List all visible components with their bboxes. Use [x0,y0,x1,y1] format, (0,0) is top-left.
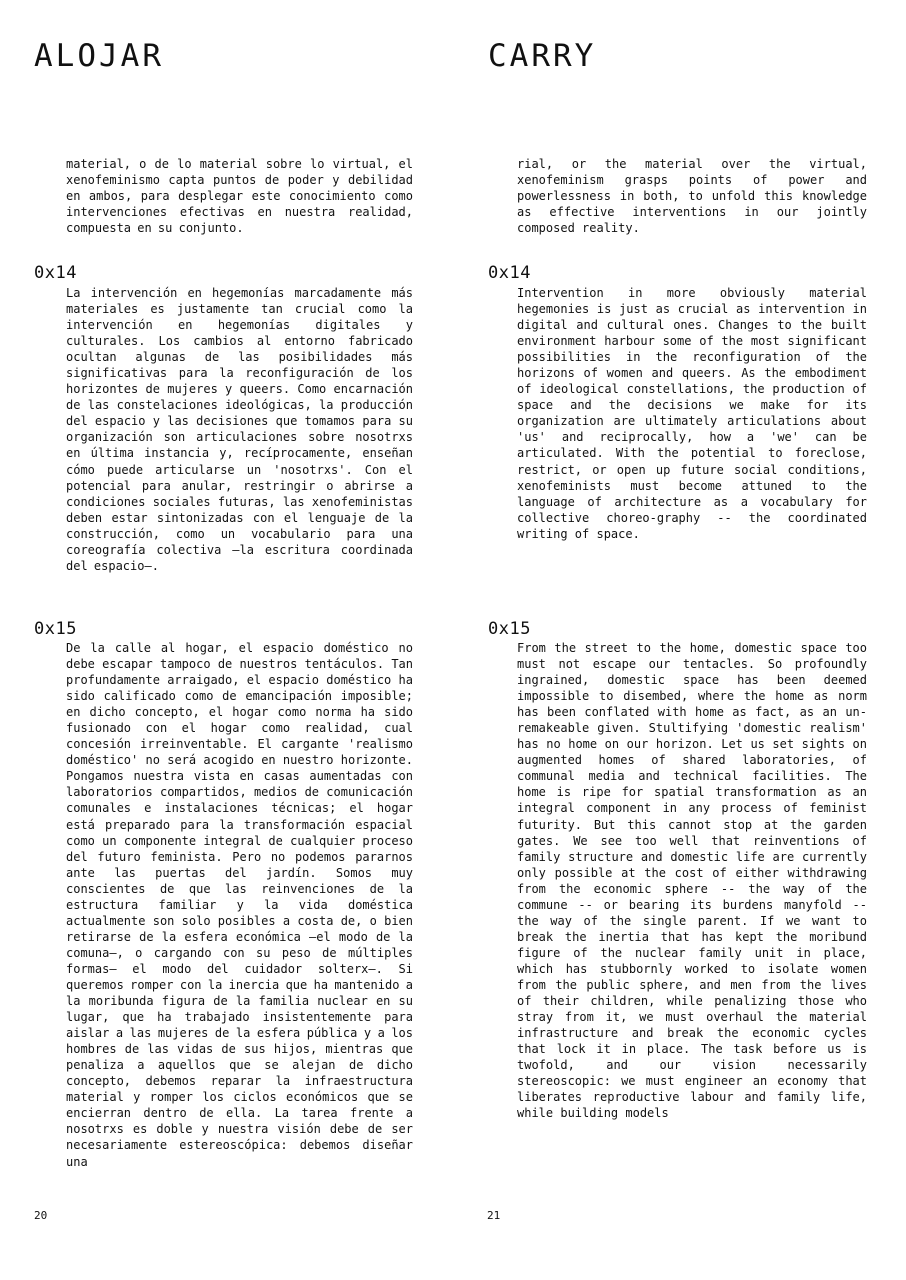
section-text: De la calle al hogar, el espacio doméstico no debe escapar tampoco de nuestros tentáculos. Tan profundamente arraigado, el espacio doméstico ha sido calificado como de emancipación imposible; en dicho concepto, el hogar como norma ha sido fusionado con el hogar como realidad, cual concesión irreinventable. El cargante 'realismo doméstico' no será acogido en nuestro horizonte. Pongamos nuestra vista en casas aumentadas con laboratorios compartidos, medios de comunicación comunales e instalaciones técnicas; el hogar está preparado para la transformación espacial como un componente integral de cualquier proceso del futuro feminista. Pero no podemos pararnos ante las puertas del jardín. Somos muy conscientes de que las reinvenciones de la estructura familiar y la vida doméstica actualmente son solo posibles a costa de, o bien retirarse de la esfera económica —el modo de la comuna—, o cargando con su peso de múltiples formas— el modo del cuidador solterx—. Si queremos romper con la inercia que ha mantenido a la moribunda figura de la familia nuclear en su lugar, que ha trabajado insistentemente para aislar a las mujeres de la esfera pública y a los hombres de las vidas de sus hijos, mientras que penaliza a aquellos que se alejan de dicho concepto, debemos reparar la infraestructura material y romper los ciclos económicos que se encierran dentro de ella. La tarea frente a nosotrxs es doble y nuestra visión debe de ser necesariamente estereoscópica: debemos diseñar una [66,641,413,1169]
section-text: Intervention in more obviously material hegemonies is just as crucial as intervention in digital and cultural ones. Changes to the built environment harbour some of the most significant possibilities in the reconfiguration of the horizons of women and queers. As the embodiment of ideological constellations, the production of space and the decisions we make for its organization are ultimately articulations about 'us' and reciprocally, how a 'we' can be articulated. With the potential to foreclose, restrict, or open up future social conditions, xenofeminists must become attuned to the language of architecture as a vocabulary for collective choreo-graphy -- the coordinated writing of space. [517,286,867,541]
section-number: 0x14 [34,263,77,283]
page-number: 20 [34,1209,48,1222]
intro-paragraph: rial, or the material over the virtual, xenofeminism grasps points of power and powerlessness in both, to unfold this knowledge as effective interventions in our jointly composed reality. [517,157,867,236]
section-number: 0x15 [34,619,77,639]
section-text: From the street to the home, domestic space too must not escape our tentacles. So profoundly ingrained, domestic space has been deemed impossible to disembed, where the home as norm has been conflated with home as fact, as an un-remakeable given. Stultifying 'domestic realism' has no home on our horizon. Let us set sights on augmented homes of shared laboratories, of communal media and technical facilities. The home is ripe for spatial transformation as an integral component in any process of feminist futurity. But this cannot stop at the garden gates. We see too well that reinventions of family structure and domestic life are currently only possible at the cost of either withdrawing from the economic sphere -- the way of the commune -- or bearing its burdens manyfold -- the way of the single parent. If we want to break the inertia that has kept the moribund figure of the nuclear family unit in place, which has stubbornly worked to isolate women from the public sphere, and men from the lives of their children, while penalizing those who stray from it, we must overhaul the material infrastructure and break the economic cycles that lock it in place. The task before us is twofold, and our vision necessarily stereoscopic: we must engineer an economy that liberates reproductive labour and family life, while building models [517,641,867,1121]
section-number: 0x14 [488,263,531,283]
page-title: ALOJAR [34,38,164,74]
right-page [453,0,906,1280]
page-title: CARRY [488,38,597,74]
page-number: 21 [487,1209,501,1222]
section-text: La intervención en hegemonías marcadamente más materiales es justamente tan crucial como la intervención en hegemonías digitales y culturales. Los cambios al entorno fabricado ocultan algunas de las posibilidades más significativas para la reconfiguración de los horizontes de mujeres y queers. Como encarnación de las constelaciones ideológicas, la producción del espacio y las decisiones que tomamos para su organización son articulaciones sobre nosotrxs en última instancia y, recíprocamente, enseñan cómo puede articularse un 'nosotrxs'. Con el potencial para anular, restringir o abrirse a condiciones sociales futuras, las xenofeministas deben estar sintonizadas con el lenguaje de la construcción, como un vocabulario para una coreografía colectiva —la escritura coordinada del espacio—. [66,286,413,573]
section-number: 0x15 [488,619,531,639]
intro-paragraph: material, o de lo material sobre lo virtual, el xenofeminismo capta puntos de poder y debilidad en ambos, para desplegar este conocimiento como intervenciones efectivas en nuestra realidad, compuesta en su conjunto. [66,157,413,236]
